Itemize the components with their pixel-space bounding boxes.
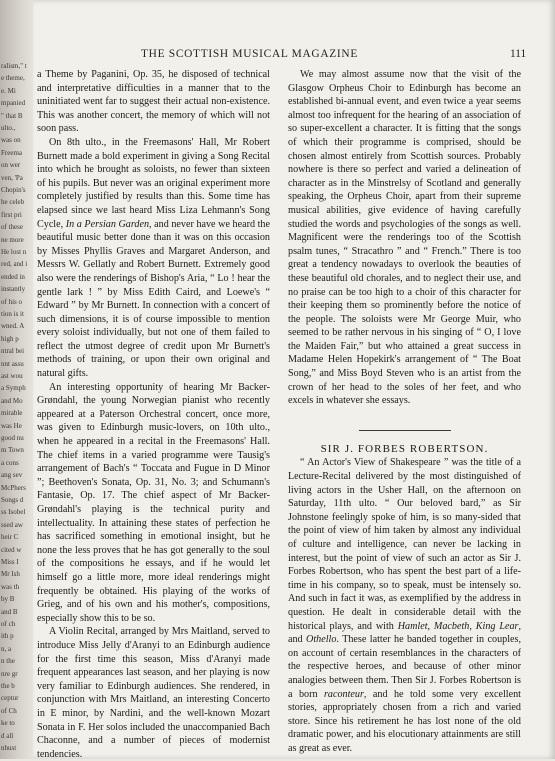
adjacent-page-fragment: Mr Ish: [1, 570, 20, 579]
adjacent-page-fragment: instantly: [1, 285, 26, 294]
paragraph-backer-grondahl: An interesting opportunity of hearing Mr Backer-Grøndahl, the young Norwegian pianist who recently appeared at a Paterson Orchestral concert, once more, was given to Edinburgh music-lovers, on 10th ulto., when he appeared in a recital in the Freemasons' Hall. The chief items in a varied programme were Tausig's arrangement of Bach's “ Toccata and Fugue in D Minor ”; Beethoven's Sonata, Op. 31, No. 3; and Schumann's Fantasie, Op. 17. The chief aspect of Mr Backer-Grøndahl's playing is the technical purity and intellectuality. In attaining these states of perfection he has sacrificed something in emotional insight, but he none the less proves that he has got generally to the soul of the compositions he essays, and if he would let himself go a little more, more ideal renderings might frequently be obtained. His playing of the works of Grieg, and of his own and his mother's, compositions, especially show this to be so.: [37, 381, 270, 624]
adjacent-page-fragment: ang sev: [1, 471, 23, 480]
adjacent-page-fragment: nre gr: [1, 669, 18, 678]
paragraph-paganini: a Theme by Paganini, Op. 35, he disposed of technical and interpretative difficulties in a manner that to the uninitiated went far to suggest their actual non-existence. This was another concert, the memory of which will not soon pass.: [37, 69, 270, 135]
adjacent-page-fragment: Freema: [1, 148, 22, 157]
adjacent-page-fragment: a Symph: [1, 384, 26, 393]
adjacent-page-fragment: ke to: [1, 719, 15, 728]
adjacent-page-fragment: by B: [1, 595, 15, 604]
adjacent-page-fragment: ntral bei: [1, 347, 25, 356]
adjacent-page-fragment: and B: [1, 607, 18, 616]
adjacent-page-fragment: was on: [1, 136, 21, 145]
paragraph-burnett-recital: On 8th ulto., in the Freemasons' Hall, Mr Robert Burnett made a bold experiment in giving a Song Recital into which he brought as soloists, no fewer than sixteen of his pupils. But never was an original experiment more completely justified by results than this. Some time has elapsed since we last heard Miss Liza Lehmann's Song Cycle, In a Persian Garden, and never have we heard the beautiful music better done than it was on this occasion by Misses Phyllis Graves and Margaret Anderson, and Messrs W. Gellatly and Robert Burnett. Extremely good also were the renderings of Bishop's Aria, “ Lo ! hear the gentle lark ! ” by Miss Edith Caird, and Loewe's “ Edward ” by Mr Burnett. In connection with a concert of such dimensions, it is of course impossible to mention every soloist individually, but not one of them failed to reflect the utmost degree of credit upon Mr Burnett's methods of training, or upon their own original and natural gifts.: [37, 136, 270, 380]
adjacent-page-fragment: of these: [1, 223, 23, 232]
adjacent-page-fragment: ulto.,: [1, 124, 16, 132]
page-number: 111: [510, 48, 527, 60]
adjacent-page-fragment: nnt assu: [1, 359, 24, 368]
adjacent-page-fragment: of his o: [1, 297, 22, 306]
adjacent-page-fragment: McPhers: [1, 483, 26, 492]
adjacent-page-fragment: tion is it: [1, 310, 24, 318]
adjacent-page-fragment: wned. A: [1, 322, 25, 331]
left-column: [37, 68, 270, 761]
section-heading: SIR J. FORBES ROBERTSON.: [320, 442, 489, 455]
adjacent-page-fragment: n the: [1, 657, 15, 666]
adjacent-page-fragment: ssed aw: [1, 520, 23, 529]
adjacent-page-fragment: nhust: [1, 744, 17, 752]
adjacent-page-fragment: He lost n: [1, 248, 27, 256]
section-divider: [359, 430, 451, 431]
adjacent-page-fragment: red, and i: [1, 260, 28, 269]
adjacent-page-fragment: the b: [1, 682, 15, 690]
paragraph-violin-recital: A Violin Recital, arranged by Mrs Maitland, served to introduce Miss Jelly d'Aranyi to an Edinburgh audience for the first time this season, Miss d'Aranyi made frequent appearances last season, and her playing is now very familiar to Edinburgh audiences. She rendered, in conjunction with Mrs Maitland, an interesting Concerto in E minor, by Nardini, and the well-known Mozart Sonata in F. Her solos included the unaccompanied Bach Chaconne, and a number of pieces of modernist tendencies.: [37, 626, 270, 760]
right-column: [288, 68, 521, 756]
adjacent-page-fragment: d all: [1, 731, 14, 740]
adjacent-page-fragment: was He: [1, 421, 22, 430]
adjacent-page-fragment: ceptur: [1, 694, 19, 703]
magazine-page: [33, 0, 555, 759]
adjacent-page-fragment: ended in: [1, 272, 25, 281]
adjacent-page-fragment: on wer: [1, 161, 21, 170]
adjacent-page-fragment: high p: [1, 334, 19, 343]
adjacent-page-fragment: a cons: [1, 458, 19, 467]
adjacent-page-fragment: good nu: [1, 434, 24, 442]
adjacent-page-fragment: and Mo: [1, 396, 23, 405]
adjacent-page-fragment: ralism," t: [1, 62, 27, 70]
adjacent-page-fragment: ne more: [1, 235, 24, 244]
adjacent-page-fragment: cited w: [1, 545, 22, 554]
adjacent-page-fragment: e theme,: [1, 74, 25, 83]
adjacent-page-fragment: of ch: [1, 620, 16, 628]
running-title: THE SCOTTISH MUSICAL MAGAZINE: [141, 48, 358, 60]
adjacent-page-fragment: Songs d: [1, 496, 24, 504]
adjacent-page-fragment: of Ch: [1, 706, 17, 715]
adjacent-page-fragment: ven, 'Pa: [1, 173, 23, 182]
adjacent-page-fragment: first pri: [1, 210, 22, 219]
adjacent-page-fragment: ast wou: [1, 372, 23, 380]
adjacent-page-fragment: Chopin's: [1, 186, 26, 194]
paragraph-orpheus-choir: We may almost assume now that the visit of the Glasgow Orpheus Choir to Edinburgh has become an established bi-annual event, and even twice a year seems almost too infrequent for the hearing of an association of so super-excellent a character. It is fitting that the songs of which their programme is comprised, should be chosen almost entirely from Scottish sources. Probably nowhere is there so perfect and varied a delineation of character as in the Minstrelsy of Scotland and generally speaking, the Orpheus Choir, apart from their supreme musical abilities, give evidence of having carefully studied the words and psychologies of the songs as well. Magnificent were the renderings too of the Scottish psalm tunes, “ Stracathro ” and “ French.” There is too great a tendency nowadays to overlook the beauties of these beautiful old chorales, and to neglect their use, and no praise can be too high to a choir of this character for their keeping them so prominently before the notice of the people. The soloists were Mr George Muir, who seemed to be rather nervous in his singing of “ O, I love the Maiden Fair,” but who attained a great success in Madame Helen Hopekirk's arrangement of “ The Boat Song,” and Miss Boyd Steven who is an artist from the crown of her head to the soles of her feet, and who excels in whatever she essays.: [288, 69, 521, 407]
adjacent-page-fragment: ith p: [1, 632, 14, 641]
adjacent-page-fragment: was th: [1, 582, 20, 591]
adjacent-page-fragment: he celeb: [1, 198, 25, 207]
adjacent-page-fragment: heir C: [1, 533, 19, 542]
adjacent-page-fragment: " that B: [1, 111, 23, 120]
adjacent-page-fragment: Miss I: [1, 558, 19, 566]
paragraph-forbes-robertson: “ An Actor's View of Shakespeare ” was the title of a Lecture-Recital delivered by the most distinguished of living actors in the Usher Hall, on the afternoon on Saturday, 11th ulto. “ Our beloved bard,” as Sir Johnstone feelingly spoke of him, is so many-sided that the point of view of him taken by almost any individual of culture and intelligence, can never be lacking in interest, but the point of view of such an actor as Sir J. Forbes Robertson, who has spent the best part of a life-time in his company, so to speak, must be intensely so. And such in fact it was, as exemplified by the address in question. He dealt in considerable detail with the historical plays, and with Hamlet, Macbeth, King Lear, and Othello. These latter he banded together in couples, on account of certain resemblances in the characters of the respective heroes, and because of other minor analogies between them. Then Sir J. Forbes Robertson is a born raconteur, and he told some very excellent stories, appropriately chosen from a rich and varied store. Since his retirement he has lost none of the old dramatic power, and his elocutionary attainments are still as great as ever.: [288, 457, 521, 754]
adjacent-page-fragment: ss Isobel: [1, 508, 26, 517]
adjacent-page-fragment: m Town: [1, 446, 24, 455]
adjacent-page-fragment: mirable: [1, 409, 23, 418]
adjacent-page-fragment: e. Mi: [1, 86, 16, 95]
adjacent-page-fragment: n, a: [1, 644, 12, 653]
adjacent-page-edge: [0, 0, 33, 759]
adjacent-page-fragment: mpanied: [1, 99, 26, 108]
